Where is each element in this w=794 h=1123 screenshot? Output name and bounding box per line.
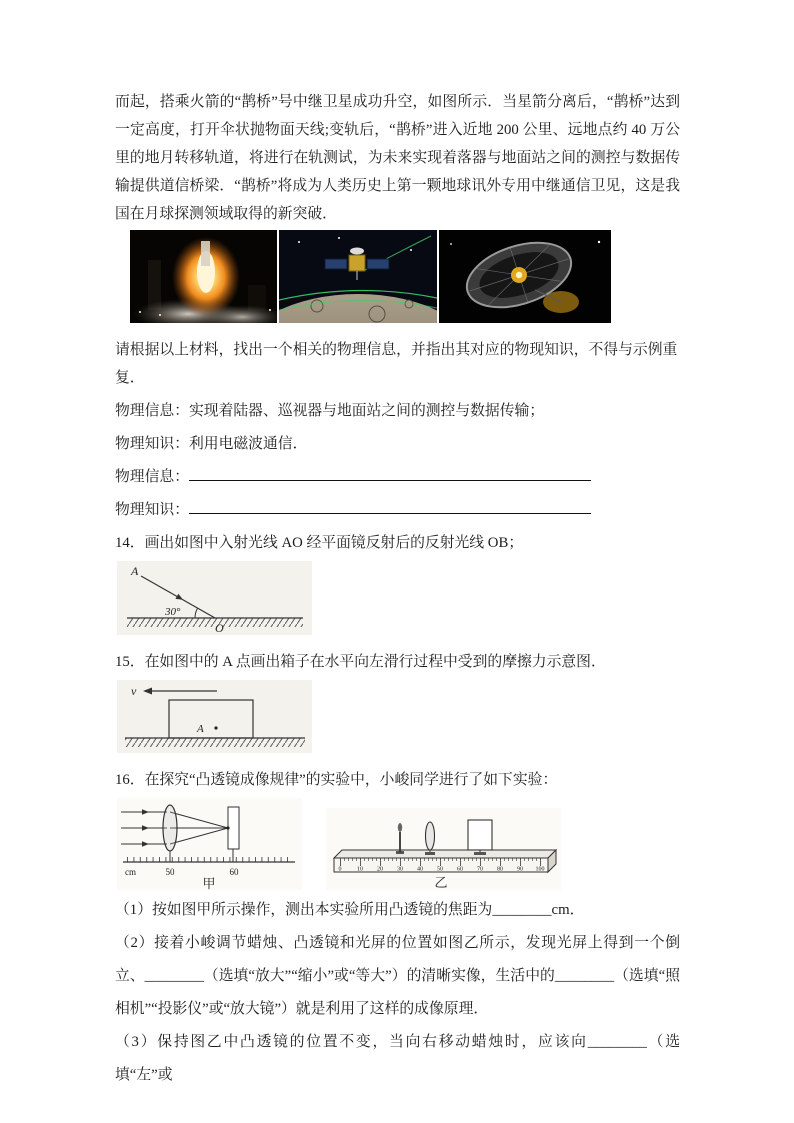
figure-q16-row xyxy=(117,798,680,890)
bench-tick-10: 10 xyxy=(357,866,363,873)
answer-info-label: 物理信息： xyxy=(115,469,189,485)
bench-tick-100: 100 xyxy=(535,866,545,873)
bench-tick-60: 60 xyxy=(457,866,463,873)
rocket-launch-photo xyxy=(130,230,277,323)
bench-tick-50: 50 xyxy=(437,866,443,873)
ruler-50-label: 50 xyxy=(165,867,175,877)
question-16-sub3: （3）保持图乙中凸透镜的位置不变，当向右移动蜡烛时，应该向________（选填“左”或 xyxy=(115,1034,680,1083)
bench-tick-90: 90 xyxy=(517,866,523,873)
bench-tick-0: 0 xyxy=(338,866,342,873)
ruler-60-label: 60 xyxy=(229,867,239,877)
figure-q15-wrap xyxy=(117,680,680,758)
point-a-label: A xyxy=(197,723,204,735)
answer-knowledge-underline[interactable] xyxy=(189,513,591,514)
bench-tick-40: 40 xyxy=(417,866,423,873)
prompt-line: 请根据以上材料，找出一个相关的物理信息，并指出其对应的物现知识，不得与示例重复． xyxy=(115,342,678,386)
convex-lens xyxy=(426,822,435,850)
candle-flame xyxy=(398,823,402,832)
ruler-unit-label: cm xyxy=(125,867,136,877)
bench-tick-70: 70 xyxy=(477,866,483,873)
example-knowledge-line: 物理知识：利用电磁波通信． xyxy=(115,436,308,452)
lens-focal-length-figure xyxy=(117,798,302,890)
question-14-text: 14．画出如图中入射光线 AO 经平面镜反射后的反射光线 OB； xyxy=(115,535,524,551)
question-16-sub1: （1）按如图甲所示操作，测出本实验所用凸透镜的焦距为________cm． xyxy=(115,902,585,918)
satellite-over-moon-photo xyxy=(279,230,437,323)
answer-row-knowledge xyxy=(115,496,680,524)
intro-paragraph: 而起，搭乘火箭的“鹊桥”号中继卫星成功升空，如图所示．当星箭分离后，“鹊桥”达到一定高度，打开伞状抛物面天线;变轨后，“鹊桥”进入近地 200 公里、远地点约 40 万公里的地月转移轨道，将进行在轨测试，为未来实现着落器与地面站之间的测控与数据传输提供道信桥梁．“鹊桥”将成为人类历史上第一颗地球讯外专用中继通信卫见，这是我国在月球探测领域取得的新突破． xyxy=(115,94,680,222)
answer-info-underline[interactable] xyxy=(189,480,591,481)
figure-q14-wrap xyxy=(117,561,680,640)
photo-strip xyxy=(130,230,680,323)
angle-30-label: 30° xyxy=(165,606,181,618)
optical-bench-figure xyxy=(326,808,561,890)
question-16-sub2: （2）接着小峻调节蜡烛、凸透镜和光屏的位置如图乙所示，发现光屏上得到一个倒立、________（选填“放大”“缩小”或“等大”）的清晰实像，生活中的________（选填“照相机”“投影仪”或“放大镜”）就是利用了这样的成像原理． xyxy=(115,935,680,1017)
figure-yi-label: 乙 xyxy=(434,875,448,890)
bench-tick-20: 20 xyxy=(377,866,383,873)
velocity-v-label: v xyxy=(131,684,137,698)
bench-tick-80: 80 xyxy=(497,866,503,873)
figure-jia-label: 甲 xyxy=(202,876,216,890)
answer-knowledge-label: 物理知识： xyxy=(115,502,189,518)
example-info-line: 物理信息：实现着陆器、巡视器与地面站之间的测控与数据传输； xyxy=(115,403,545,419)
friction-box-figure xyxy=(117,680,312,753)
light-screen xyxy=(468,820,492,850)
question-15-text: 15．在如图中的 A 点画出箱子在水平向左滑行过程中受到的摩擦力示意图． xyxy=(115,654,606,670)
answer-row-info xyxy=(115,463,680,491)
dish-antenna-photo xyxy=(439,230,611,323)
point-a-label: A xyxy=(131,564,139,578)
point-o-label: O xyxy=(215,621,224,635)
plane-mirror-figure xyxy=(117,561,312,635)
bench-tick-30: 30 xyxy=(397,866,403,873)
question-16-text: 16．在探究“凸透镜成像规律”的实验中，小峻同学进行了如下实验： xyxy=(115,772,558,788)
